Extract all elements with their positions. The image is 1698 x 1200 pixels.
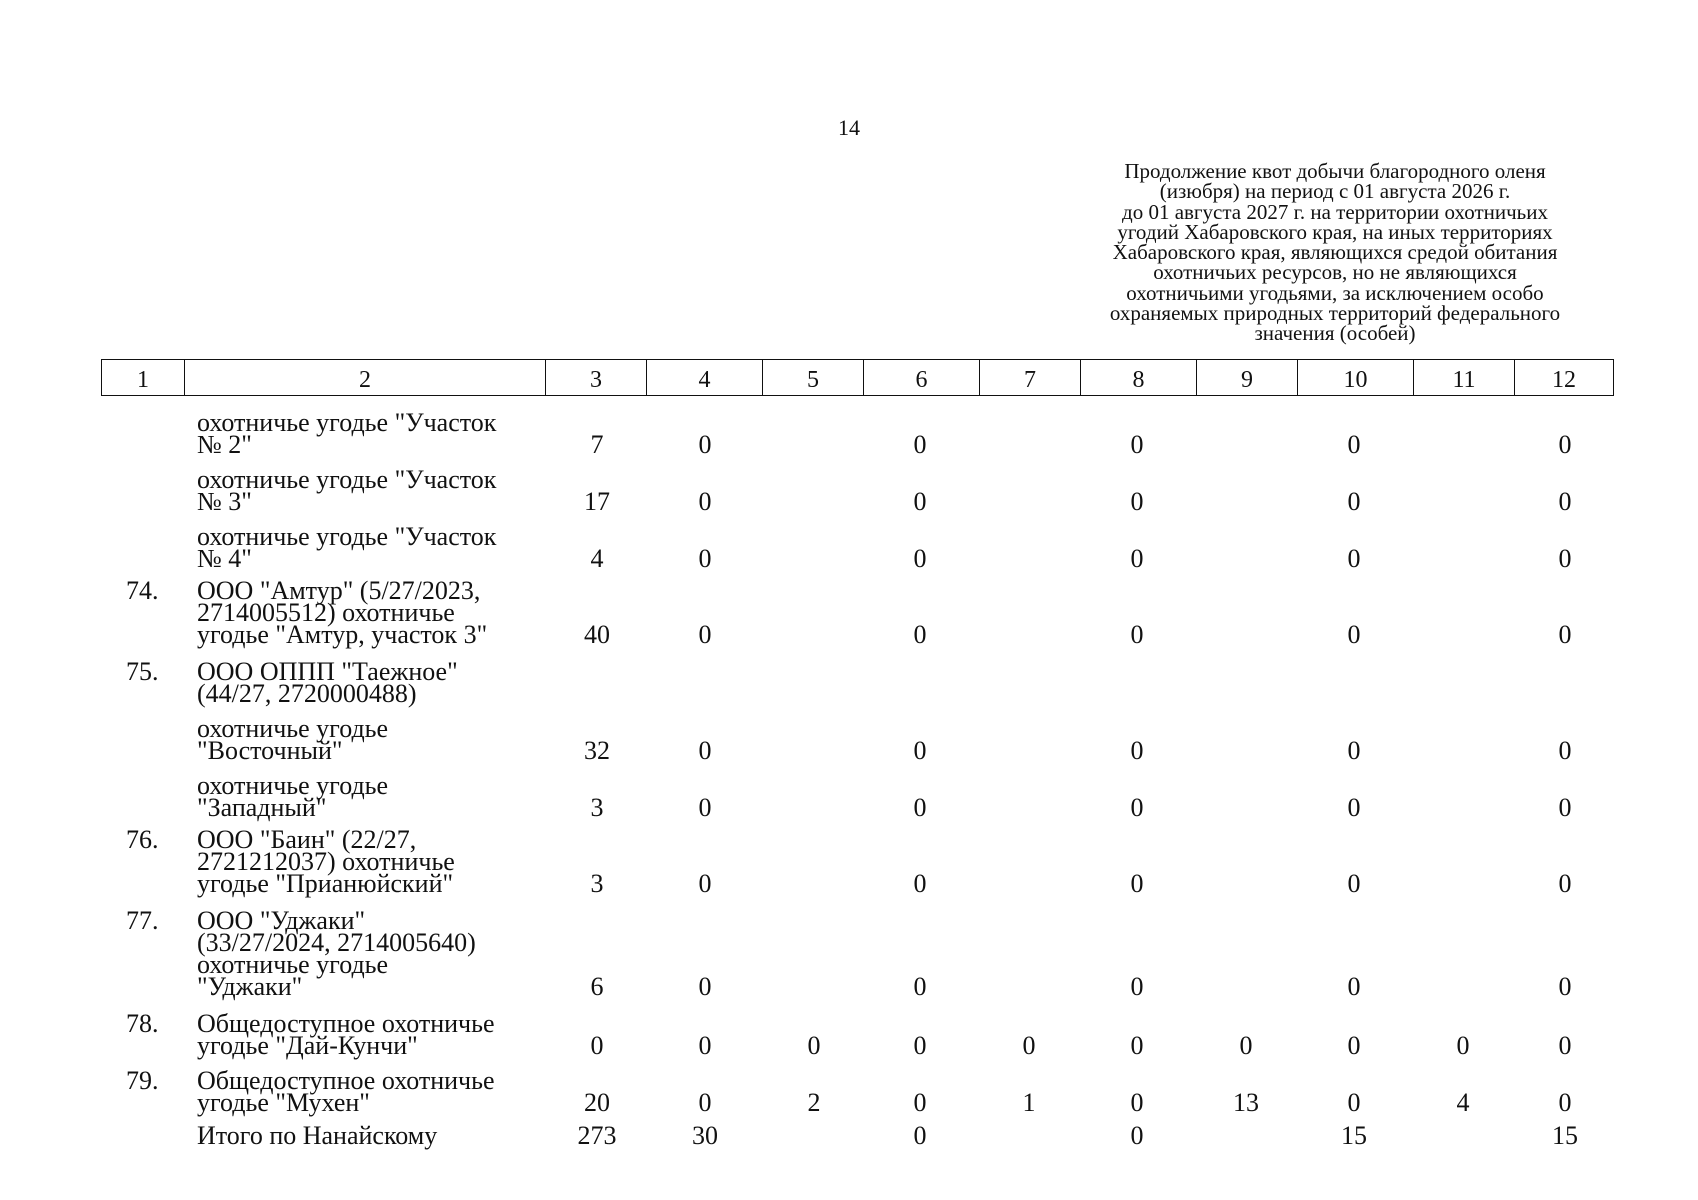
caption-line: значения (особей) [1254, 321, 1416, 346]
cell-c6: 0 [913, 793, 927, 822]
cell-c3: 6 [590, 972, 604, 1001]
row-number: 79. [126, 1066, 159, 1095]
cell-c4: 0 [698, 1031, 712, 1060]
cell-c8: 0 [1130, 430, 1144, 459]
row-name-line: "Западный" [197, 793, 327, 822]
row-name-line: ООО "Баин" (22/27, [197, 825, 417, 854]
row-name-line: угодье "Мухен" [197, 1088, 370, 1117]
cell-c8: 0 [1130, 620, 1144, 649]
cell-c4: 0 [698, 430, 712, 459]
column-header-2: 2 [185, 360, 546, 396]
page-number: 14 [838, 115, 860, 140]
caption-line: угодий Хабаровского края, на иных территориях [1117, 219, 1553, 244]
cell-c3: 40 [584, 620, 610, 649]
cell-c8: 0 [1130, 1121, 1144, 1150]
cell-c12: 0 [1558, 430, 1572, 459]
row-name [197, 465, 497, 516]
row-name [197, 576, 488, 649]
column-header-6: 6 [864, 360, 980, 396]
cell-c12: 0 [1558, 487, 1572, 516]
column-header-4: 4 [647, 360, 763, 396]
row-name-line: ООО ОППП "Таежное" [197, 657, 458, 686]
caption-line: Продолжение квот добычи благородного оленя [1124, 159, 1546, 183]
cell-c8: 0 [1130, 869, 1144, 898]
row-name-line: ООО "Амтур" (5/27/2023, [197, 576, 481, 605]
row-name-line: охотничье угодье "Участок [197, 465, 497, 494]
cell-c6: 0 [913, 620, 927, 649]
row-name-line: охотничье угодье "Участок [197, 408, 497, 437]
caption-line: до 01 августа 2027 г. на территории охотничьих [1122, 199, 1548, 224]
cell-c7: 0 [1022, 1031, 1036, 1060]
cell-c12: 0 [1558, 972, 1572, 1001]
caption-line: охотничьих ресурсов, но не являющихся [1153, 260, 1517, 285]
row-number: 78. [126, 1009, 159, 1038]
cell-c4: 0 [698, 736, 712, 765]
cell-c6: 0 [913, 1031, 927, 1060]
cell-c8: 0 [1130, 1031, 1144, 1060]
cell-c5: 0 [807, 1031, 821, 1060]
row-name [197, 408, 497, 459]
cell-c3: 17 [584, 487, 610, 516]
row-name-line: ООО "Уджаки" [197, 906, 366, 935]
cell-c4: 0 [698, 1088, 712, 1117]
cell-c12: 15 [1552, 1121, 1578, 1150]
row-number: 74. [126, 576, 159, 605]
row-name-line: охотничье угодье [197, 950, 389, 979]
cell-c5: 2 [807, 1088, 821, 1117]
cell-c9: 13 [1233, 1088, 1259, 1117]
cell-c6: 0 [913, 1088, 927, 1117]
cell-c12: 0 [1558, 620, 1572, 649]
cell-c10: 0 [1347, 972, 1361, 1001]
cell-c3: 4 [590, 544, 604, 573]
row-name-line: № 2" [197, 430, 252, 459]
cell-c6: 0 [913, 869, 927, 898]
cell-c10: 0 [1347, 487, 1361, 516]
cell-c10: 0 [1347, 620, 1361, 649]
row-name-line: № 4" [197, 544, 252, 573]
row-name [197, 771, 389, 822]
row-name-line: "Восточный" [197, 736, 343, 765]
cell-c4: 0 [698, 544, 712, 573]
column-header-3: 3 [546, 360, 647, 396]
cell-c11: 4 [1456, 1088, 1470, 1117]
row-name-line: Итого по Нанайскому [197, 1121, 438, 1150]
cell-c6: 0 [913, 1121, 927, 1150]
caption-line: охотничьими угодьями, за исключением особо [1126, 280, 1544, 305]
caption-line: охраняемых природных территорий федерального [1109, 301, 1561, 326]
row-name [197, 714, 389, 765]
cell-c12: 0 [1558, 736, 1572, 765]
row-name-line: 2721212037) охотничье [197, 847, 455, 876]
cell-c6: 0 [913, 972, 927, 1001]
column-header-1: 1 [102, 360, 185, 396]
row-name-line: (44/27, 2720000488) [197, 679, 417, 708]
cell-c4: 0 [698, 972, 712, 1001]
row-name [197, 1121, 438, 1150]
cell-c3: 20 [584, 1088, 610, 1117]
cell-c8: 0 [1130, 487, 1144, 516]
row-name-line: охотничье угодье [197, 714, 389, 743]
cell-c8: 0 [1130, 544, 1144, 573]
cell-c9: 0 [1239, 1031, 1253, 1060]
cell-c11: 0 [1456, 1031, 1470, 1060]
column-header-11: 11 [1414, 360, 1515, 396]
cell-c3: 7 [590, 430, 604, 459]
row-name-line: охотничье угодье [197, 771, 389, 800]
row-name-line: угодье "Дай-Кунчи" [197, 1031, 418, 1060]
row-name-line: охотничье угодье "Участок [197, 522, 497, 551]
cell-c4: 0 [698, 793, 712, 822]
row-name-line: "Уджаки" [197, 972, 303, 1001]
cell-c10: 0 [1347, 869, 1361, 898]
cell-c3: 3 [590, 793, 604, 822]
cell-c12: 0 [1558, 544, 1572, 573]
row-name [197, 522, 497, 573]
cell-c8: 0 [1130, 736, 1144, 765]
cell-c4: 0 [698, 869, 712, 898]
cell-c4: 0 [698, 620, 712, 649]
row-name-line: Общедоступное охотничье [197, 1009, 495, 1038]
row-name-line: № 3" [197, 487, 252, 516]
column-header-7: 7 [980, 360, 1081, 396]
cell-c3: 32 [584, 736, 610, 765]
caption-line: Хабаровского края, являющихся средой обитания [1112, 240, 1558, 265]
column-header-12: 12 [1515, 360, 1614, 396]
cell-c8: 0 [1130, 1088, 1144, 1117]
row-number: 75. [126, 657, 159, 686]
cell-c3: 3 [590, 869, 604, 898]
cell-c7: 1 [1022, 1088, 1036, 1117]
cell-c3: 273 [577, 1121, 617, 1150]
row-name-line: угодье "Прианюйский" [197, 869, 454, 898]
cell-c12: 0 [1558, 1088, 1572, 1117]
row-name-line: 2714005512) охотничье [197, 598, 455, 627]
row-number: 77. [126, 906, 159, 935]
cell-c10: 0 [1347, 793, 1361, 822]
row-name [197, 825, 455, 898]
cell-c12: 0 [1558, 869, 1572, 898]
cell-c10: 15 [1341, 1121, 1367, 1150]
column-header-9: 9 [1197, 360, 1298, 396]
cell-c6: 0 [913, 430, 927, 459]
row-number: 76. [126, 825, 159, 854]
column-header-5: 5 [763, 360, 864, 396]
row-name [197, 906, 476, 1001]
cell-c4: 30 [692, 1121, 718, 1150]
cell-c12: 0 [1558, 793, 1572, 822]
cell-c6: 0 [913, 487, 927, 516]
caption-line: (изюбря) на период с 01 августа 2026 г. [1159, 179, 1511, 204]
cell-c4: 0 [698, 487, 712, 516]
cell-c8: 0 [1130, 793, 1144, 822]
row-name [197, 1009, 495, 1060]
cell-c10: 0 [1347, 1088, 1361, 1117]
row-name [197, 1066, 495, 1117]
row-name [197, 657, 458, 708]
column-header-10: 10 [1298, 360, 1414, 396]
cell-c10: 0 [1347, 736, 1361, 765]
cell-c8: 0 [1130, 972, 1144, 1001]
cell-c3: 0 [590, 1031, 604, 1060]
cell-c6: 0 [913, 736, 927, 765]
row-name-line: (33/27/2024, 2714005640) [197, 928, 476, 957]
cell-c10: 0 [1347, 430, 1361, 459]
cell-c10: 0 [1347, 1031, 1361, 1060]
cell-c10: 0 [1347, 544, 1361, 573]
row-name-line: Общедоступное охотничье [197, 1066, 495, 1095]
row-name-line: угодье "Амтур, участок 3" [197, 620, 488, 649]
cell-c12: 0 [1558, 1031, 1572, 1060]
cell-c6: 0 [913, 544, 927, 573]
column-header-8: 8 [1081, 360, 1197, 396]
